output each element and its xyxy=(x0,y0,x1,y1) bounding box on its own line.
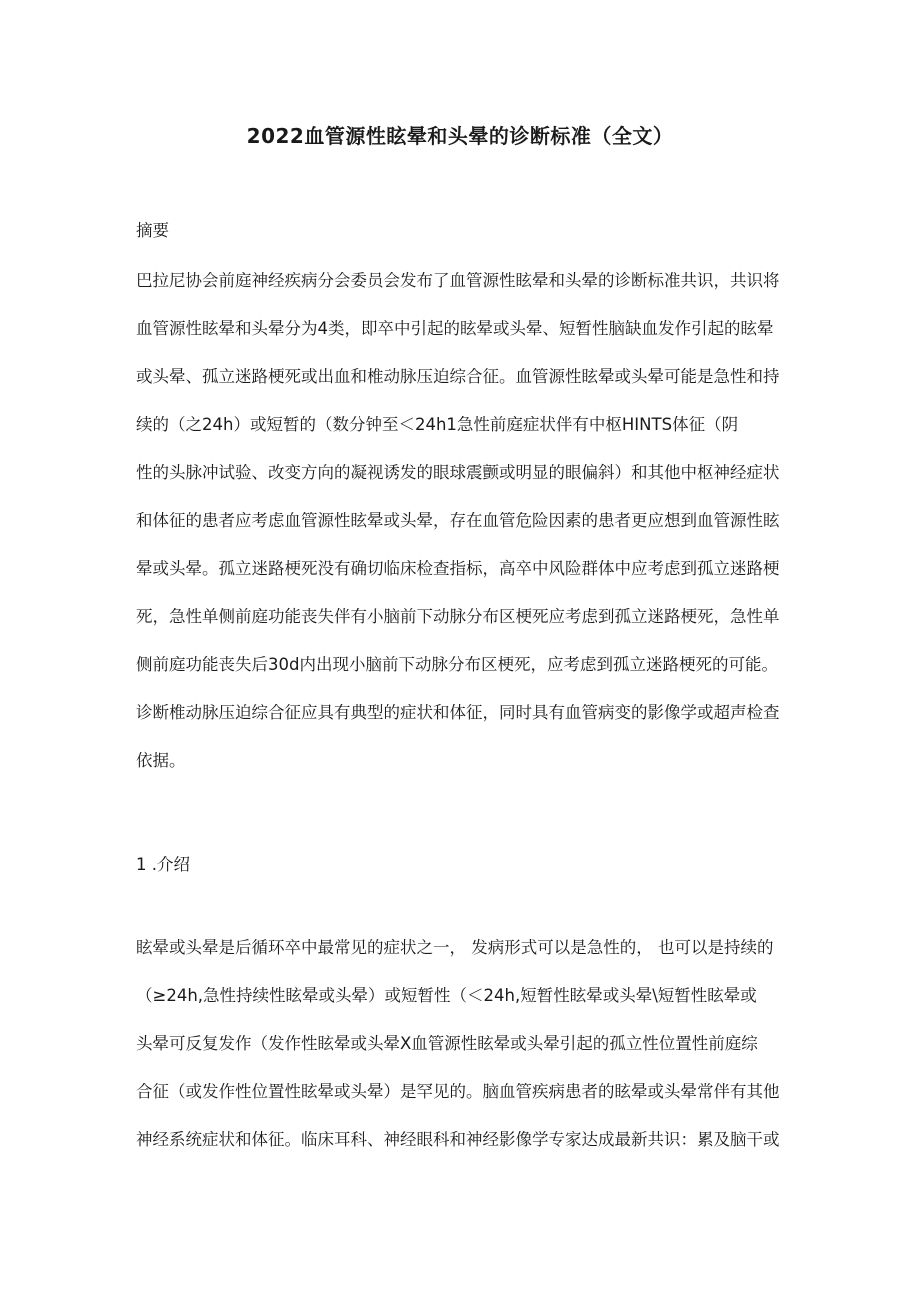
abstract-line: 性的头脉冲试验、改变方向的凝视诱发的眼球震颤或明显的眼偏斜）和其他中枢神经症状 xyxy=(136,463,780,482)
abstract-line: 侧前庭功能丧失后30d内出现小脑前下动脉分布区梗死，应考虑到孤立迷路梗死的可能。 xyxy=(136,655,778,674)
section-1-line: （≥24h,急性持续性眩晕或头晕）或短暂性（＜24h,短暂性眩晕或头晕\短暂性眩晕或 xyxy=(136,986,757,1005)
section-1-line: 神经系统症状和体征。临床耳科、神经眼科和神经影像学专家达成最新共识：累及脑干或 xyxy=(136,1130,780,1149)
section-1-line: 合征（或发作性位置性眩晕或头晕）是罕见的。脑血管疾病患者的眩晕或头晕常伴有其他 xyxy=(136,1082,780,1101)
abstract-paragraph xyxy=(136,257,798,785)
section-1-line: 头晕可反复发作（发作性眩晕或头晕X血管源性眩晕或头晕引起的孤立性位置性前庭综 xyxy=(136,1034,758,1053)
abstract-line: 晕或头晕。孤立迷路梗死没有确切临床检查指标，高卒中风险群体中应考虑到孤立迷路梗 xyxy=(136,559,780,578)
abstract-line: 死，急性单侧前庭功能丧失伴有小脑前下动脉分布区梗死应考虑到孤立迷路梗死，急性单 xyxy=(136,607,780,626)
abstract-line: 续的（之24h）或短暂的（数分钟至＜24h1急性前庭症状伴有中枢HINTS体征（阴 xyxy=(136,415,739,434)
abstract-line: 或头晕、孤立迷路梗死或出血和椎动脉压迫综合征。血管源性眩晕或头晕可能是急性和持 xyxy=(136,367,780,386)
document-title: 2022血管源性眩晕和头晕的诊断标准（全文） xyxy=(246,124,674,148)
abstract-line: 巴拉尼协会前庭神经疾病分会委员会发布了血管源性眩晕和头晕的诊断标准共识，共识将 xyxy=(136,271,780,290)
abstract-line: 和体征的患者应考虑血管源性眩晕或头晕，存在血管危险因素的患者更应想到血管源性眩 xyxy=(136,511,780,530)
abstract-line: 诊断椎动脉压迫综合征应具有典型的症状和体征，同时具有血管病变的影像学或超声检查 xyxy=(136,703,780,722)
abstract-line: 依据。 xyxy=(136,751,186,770)
section-1-heading: 1 .介绍 xyxy=(136,855,190,874)
abstract-line: 血管源性眩晕和头晕分为4类，即卒中引起的眩晕或头晕、短暂性脑缺血发作引起的眩晕 xyxy=(136,319,774,338)
section-1-line: 眩晕或头晕是后循环卒中最常见的症状之一， 发病形式可以是急性的， 也可以是持续的 xyxy=(136,938,774,957)
abstract-heading: 摘要 xyxy=(136,221,169,240)
section-1-paragraph xyxy=(136,924,798,1164)
